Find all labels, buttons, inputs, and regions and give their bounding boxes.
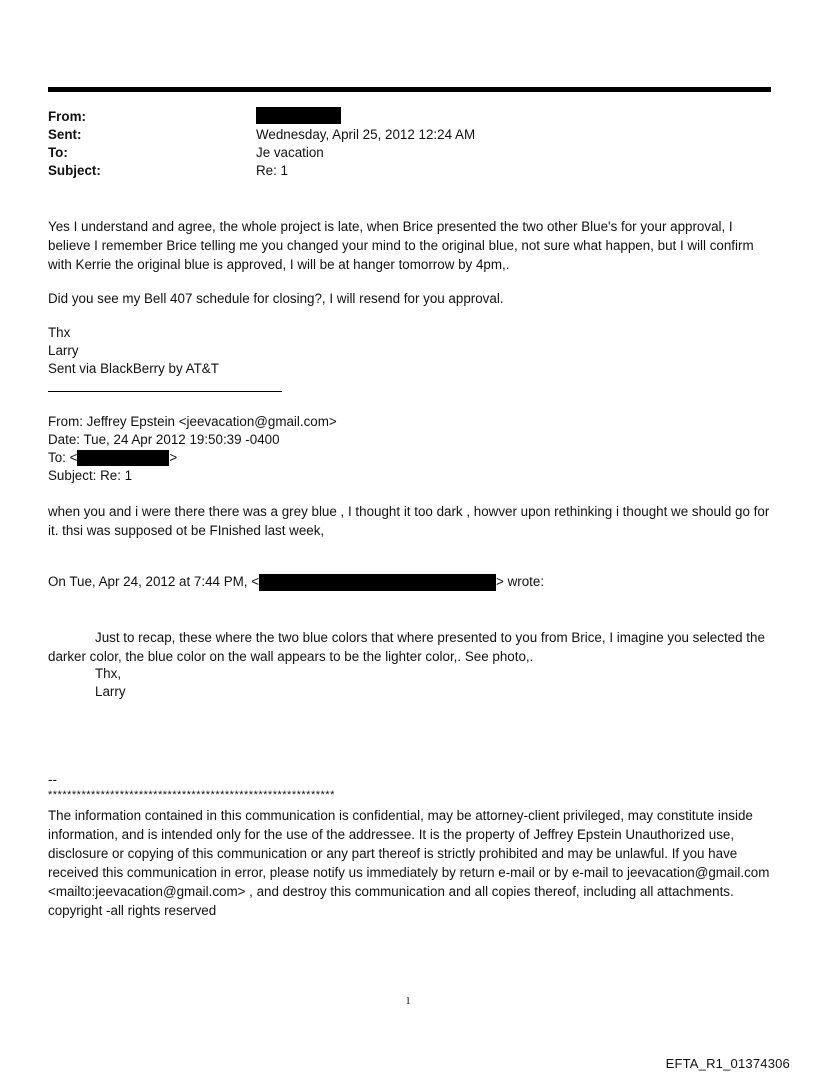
- quoted-to: [48, 448, 177, 467]
- to-row: [48, 144, 773, 162]
- recap-name: Larry: [95, 684, 126, 699]
- recap-paragraph: Just to recap, these where the two blue colors that where presented to you from Brice, I imagine you selected the darker color, the blue color on the wall appears to be the lighter color,. See photo,.: [48, 630, 765, 664]
- recap-thx: Thx,: [95, 666, 122, 681]
- attribution-redaction: [259, 574, 496, 591]
- document-id: EFTA_R1_01374306: [665, 1056, 790, 1071]
- signature-device: Sent via BlackBerry by AT&T: [48, 361, 219, 376]
- quoted-to-suffix: >: [169, 450, 178, 465]
- quoted-attribution: [48, 572, 544, 591]
- subject-row: [48, 162, 773, 180]
- quoted-message: when you and i were there there was a grey blue , I thought it too dark , howver upon rethinking i thought we should go for it. thsi was supposed ot be FInished last week,: [48, 504, 770, 538]
- body-paragraph-1: Yes I understand and agree, the whole project is late, when Brice presented the two other Blue's for your approval, I believe I remember Brice telling me you changed your mind to the original blue, not sure what happen, but I will confirm with Kerrie the original blue is approved, I will be at hanger tomorrow by 4pm,.: [48, 219, 754, 272]
- quoted-subject: Subject: Re: 1: [48, 468, 133, 483]
- quoted-to-redaction: [77, 450, 169, 466]
- from-row: [48, 108, 773, 126]
- to-label: To:: [48, 145, 68, 160]
- reply-separator: [48, 391, 282, 392]
- attribution-prefix: On Tue, Apr 24, 2012 at 7:44 PM, <: [48, 574, 260, 589]
- signature-thx: Thx: [48, 325, 71, 340]
- subject-value: Re: 1: [256, 163, 289, 178]
- footer-stars: ************************************************************: [48, 789, 335, 801]
- quoted-to-prefix: To: <: [48, 450, 78, 465]
- attribution-suffix: > wrote:: [496, 574, 545, 589]
- confidentiality-disclaimer: The information contained in this communication is confidential, may be attorney-client privileged, may constitute inside information, and is intended only for the use of the addressee. It is the property of Jeffrey Epstein Unauthorized use, disclosure or copying of this communication or any part thereof is strictly prohibited and may be unlawful. If you have received this communication in error, please notify us immediately by return e-mail or by e-mail to jeevacation@gmail.com <mailto:jeevacation@gmail.com> , and destroy this communication and all copies thereof, including all attachments. copyright -all rights reserved: [48, 808, 770, 918]
- from-label: From:: [48, 109, 86, 124]
- sent-value: Wednesday, April 25, 2012 12:24 AM: [256, 127, 476, 142]
- quoted-from: From: Jeffrey Epstein <jeevacation@gmail.com>: [48, 414, 337, 429]
- subject-label: Subject:: [48, 163, 101, 178]
- header-divider: [48, 87, 771, 92]
- signature-name: Larry: [48, 343, 79, 358]
- quoted-date: Date: Tue, 24 Apr 2012 19:50:39 -0400: [48, 432, 280, 447]
- sent-row: [48, 126, 773, 144]
- to-value: Je vacation: [256, 145, 324, 160]
- footer-dashes: --: [48, 772, 57, 787]
- page-number: 1: [405, 995, 411, 1007]
- body-paragraph-2: Did you see my Bell 407 schedule for closing?, I will resend for you approval.: [48, 291, 504, 306]
- from-redaction: [256, 106, 341, 124]
- sent-label: Sent:: [48, 127, 82, 142]
